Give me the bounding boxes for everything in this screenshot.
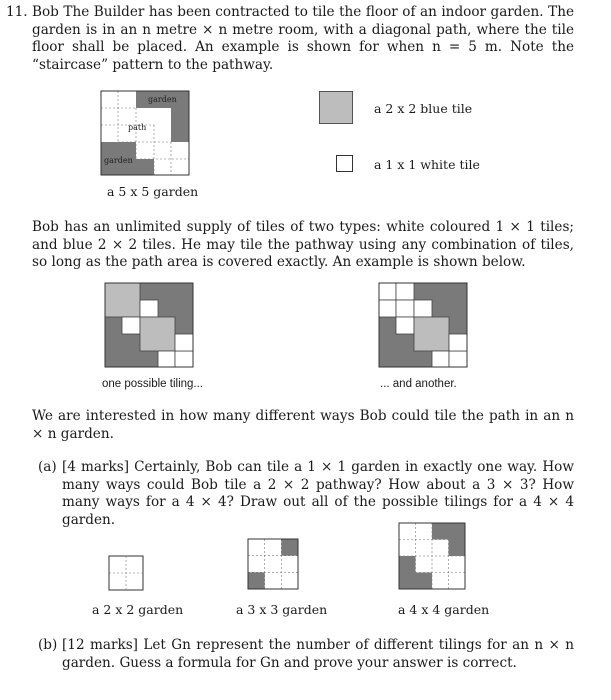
tiling-caption-2: ... and another. — [380, 378, 457, 390]
grid-2x2 — [108, 555, 144, 591]
question-number: 11. — [6, 4, 28, 20]
garden-label-top: garden — [148, 95, 177, 104]
grid-3x3 — [247, 538, 299, 590]
supply-paragraph: Bob has an unlimited supply of tiles of two types: white coloured 1 × 1 tiles; and blue 2 × 2 tiles. He may tile the pathway using any combination of tiles, so long as the path area is covered exactly. An example is shown below. — [32, 219, 574, 270]
tiling-example-2 — [378, 282, 468, 368]
white-tile-label: a 1 x 1 white tile — [374, 157, 480, 172]
intro-paragraph: Bob The Builder has been contracted to tile the floor of an indoor garden. The garden is in an n metre × n metre room, with a diagonal path, where the tile floor shall be placed. An example is shown for when n = 5 m. Note the “staircase” pattern to the pathway. — [32, 4, 574, 73]
interest-paragraph: We are interested in how many different ways Bob could tile the path in an n × n garden. — [32, 408, 574, 442]
tiling-caption-1: one possible tiling... — [102, 378, 204, 390]
path-label: path — [128, 123, 147, 132]
grid-caption-2x2: a 2 x 2 garden — [92, 602, 184, 617]
grid-caption-3x3: a 3 x 3 garden — [236, 602, 328, 617]
part-b-text: [12 marks] Let Gn represent the number of different tilings for an n × n garden. Guess a formula for Gn and prove your answer is correct. — [62, 637, 574, 671]
grid-caption-4x4: a 4 x 4 garden — [398, 602, 490, 617]
part-b-label: (b) — [38, 637, 58, 653]
example-caption: a 5 x 5 garden — [107, 184, 199, 199]
example-garden-figure — [100, 90, 190, 176]
garden-label-left: garden — [104, 156, 133, 165]
part-a-label: (a) — [38, 459, 57, 475]
part-a-text: [4 marks] Certainly, Bob can tile a 1 × 1 garden in exactly one way. How many ways could Bob tile a 2 × 2 pathway? How about a 3 × 3? How many ways for a 4 × 4? Draw out all of the possible tilings for a 4 × 4 garden. — [62, 459, 574, 528]
blue-tile-label: a 2 x 2 blue tile — [374, 101, 473, 116]
grid-4x4 — [398, 522, 466, 590]
white-tile-swatch — [336, 155, 353, 172]
tiling-example-1 — [104, 282, 194, 368]
blue-tile-swatch — [319, 91, 353, 124]
